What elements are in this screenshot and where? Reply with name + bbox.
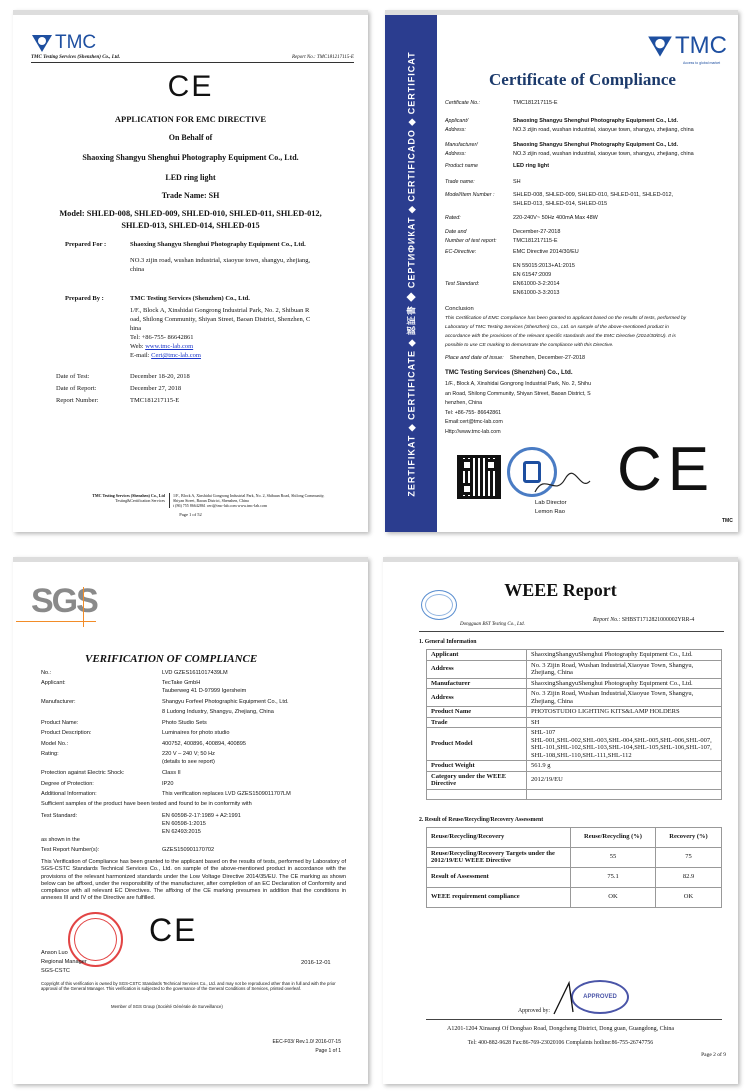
- field-value: LED ring light: [513, 163, 550, 169]
- table-row: [427, 867, 722, 887]
- date-label: Date of Report:: [56, 385, 97, 392]
- signer-title: Lab Director: [535, 500, 567, 506]
- prepared-by-address: 1/F., Block A, Xinshidai Gongrong Industrial Park, No. 2, Shibuan R: [130, 307, 310, 314]
- row-label: WEEE requirement compliance: [427, 887, 571, 907]
- conclusion-line: possible to use CE marking to demonstrate the compliance with this Directive.: [445, 343, 614, 348]
- prepared-by-address: oad, Shilong Community, Shiyan Street, Baoan District, Shenzhen, C: [130, 316, 311, 323]
- tel: Tel: +86-755- 86642861: [130, 334, 194, 341]
- field-value: December-27-2018: [513, 229, 561, 235]
- ce-mark: CE: [167, 70, 214, 103]
- email-row: [130, 352, 201, 359]
- model-line-1: Model: SHLED-008, SHLED-009, SHLED-010, SHLED-011, SHLED-012,: [59, 209, 322, 218]
- ce-mark: CE: [617, 435, 716, 504]
- field-label: Address:: [445, 151, 466, 157]
- approved-by-label: Approved by:: [518, 1008, 551, 1014]
- field-label: Test Standard:: [445, 281, 480, 287]
- signer-line: Anson Luo: [41, 950, 68, 956]
- verification-title: VERIFICATION OF COMPLIANCE: [85, 653, 258, 665]
- field-value: Shaoxing Shangyu Shenghui Photography Equipment Co., Ltd.: [513, 118, 678, 124]
- form-id: EEC-F03/ Rev.1.0/ 2016-07-15: [272, 1039, 341, 1045]
- prepared-for-label: Prepared For :: [65, 241, 107, 248]
- page-number: Page 1 of 1: [315, 1048, 341, 1054]
- field-label: Manufacturer:: [41, 699, 76, 705]
- band-text: ZERTIFIKAT ◆ CERTIFICATE ◆ 認証書 ◆ СЕРТИФИКАТ ◆ CERTIFICADO ◆ CERTIFICAT: [406, 50, 417, 497]
- field-value: SHLED-008, SHLED-009, SHLED-010, SHLED-011, SHLED-012,: [513, 192, 674, 198]
- prepared-for-address: china: [130, 266, 145, 273]
- footer-address: 1/F., Block A, Xinshidai Gongrong Industrial Park, No. 2, Shibuan Road, Shilong Community,: [173, 493, 325, 498]
- value-line: No. 3 Zijin Road, Wushan Industrial,Xiaoyue Town, Shangyu,: [531, 661, 694, 669]
- field-value: GZES150901170702: [162, 847, 215, 853]
- field-value: LVD GZES1611017439LM: [162, 670, 228, 676]
- column-header: Recovery (%): [656, 827, 722, 847]
- prepared-for-address: NO.3 zijin road, wushan industrial, xiaoyue town, shangyu, zhejiang,: [130, 257, 311, 264]
- footer-left: [57, 493, 165, 503]
- table-row: [427, 707, 722, 718]
- place-date-row: [445, 355, 585, 361]
- prepared-by-label: Prepared By :: [65, 295, 104, 302]
- table-row: [427, 650, 722, 661]
- field-label: Model No.:: [41, 741, 69, 747]
- row-label: Category under the WEEE Directive: [427, 771, 527, 789]
- value-line: PHOTOSTUDIO LIGHTING KITS&LAMP HOLDERS: [531, 708, 680, 715]
- signature: [525, 467, 595, 497]
- field-label: Number of test report:: [445, 238, 497, 244]
- row-value: [527, 717, 722, 728]
- verification-paragraph: This Verification of Compliance has been granted to the applicant based on the results of tests, performed by Laboratory of SGS-CSTC Standards Technical Services Co., Ltd. on sample of the above-mentioned product in accordance with the provisions of the relevant harmonized standards under the Low Voltage Directive 2014/35/EU. The CE marking as shown below can be affixed, under the responsibility of the manufacturer, after completion of an EC Declaration of Conformity and compliance with all relevant EC Directives. The affixing of the CE marking presumes in addition that the conditions in annexes III and IV of the Directive are fulfilled.: [41, 859, 346, 902]
- footer-rule: [426, 1019, 722, 1020]
- value-line: SHL-001,SHL-002,SHL-003,SHL-004,SHL-005,SHL-006,SHL-007,: [531, 736, 712, 744]
- sgs-logo: SGS: [31, 582, 97, 620]
- shield-icon: [31, 33, 53, 53]
- value-line: SHL-108,SHL-110,SHL-111,SHL-112: [531, 751, 632, 759]
- web-row: [130, 343, 193, 350]
- field-value: (details to see report): [162, 759, 215, 765]
- table-header-row: [427, 827, 722, 847]
- field-value: Shangyu Forfeel Photographic Equipment Co., Ltd.: [162, 699, 289, 705]
- date-value: December 18-20, 2018: [130, 373, 190, 380]
- report-no-value: SHBST1712821000002YRR-4: [621, 617, 695, 623]
- row-label: Product Weight: [427, 761, 527, 772]
- row-label: Result of Assessment: [427, 867, 571, 887]
- date-label: Date of Test:: [56, 373, 90, 380]
- field-value: TMC181217115-E: [513, 238, 558, 244]
- cell-value: 55: [571, 847, 656, 867]
- prepared-by-address: hina: [130, 325, 142, 332]
- field-value: IP20: [162, 781, 174, 787]
- row-value: [527, 707, 722, 718]
- table-row: [427, 728, 722, 761]
- row-value: [527, 761, 722, 772]
- field-label: Test Report Number(s):: [41, 847, 100, 853]
- footer-address: Shiyan Street, Baoan District, Shenzhen, China: [173, 498, 249, 503]
- report-no-header: Report No.: TMC181217115-E: [292, 55, 354, 60]
- product-name: LED ring light: [165, 173, 216, 182]
- issuer-line: Tel: +86-755- 86642861: [445, 409, 502, 416]
- table-row: [427, 660, 722, 678]
- field-value: Luminaires for photo studio: [162, 730, 230, 736]
- field-value: Class II: [162, 770, 181, 776]
- issuer-line: 1/F., Block A, Xinshidai Gongrong Industrial Park, No. 2, Shihu: [445, 381, 592, 387]
- issuer-line: henzhen, China: [445, 400, 483, 406]
- field-value: Tauberweg 41 D-97999 Igersheim: [162, 688, 247, 694]
- company-header: TMC Testing Services (Shenzhen) Co., Ltd.: [31, 55, 120, 60]
- row-label: Address: [427, 689, 527, 707]
- place-value: Shenzhen, December-27-2018: [509, 355, 586, 361]
- table-row: [427, 887, 722, 907]
- signer-name: Lemon Rao: [535, 509, 565, 515]
- date-label: Report Number:: [56, 397, 99, 404]
- field-label: Product name: [445, 163, 478, 169]
- row-label: Trade: [427, 717, 527, 728]
- issue-date: 2016-12-01: [301, 960, 331, 966]
- certificate-side-band: [385, 15, 437, 532]
- value-line: SHL-101,SHL-102,SHL-103,SHL-104,SHL-105,SHL-106,SHL-107,: [531, 744, 712, 751]
- shield-icon: [647, 34, 673, 58]
- field-value: Photo Studio Sets: [162, 720, 207, 726]
- column-header: Reuse/Recycling (%): [571, 827, 656, 847]
- field-value: SH: [513, 179, 521, 185]
- assessment-table: [426, 827, 722, 908]
- field-value: EMC Directive 2014/30/EU: [513, 249, 579, 255]
- table-row: [427, 689, 722, 707]
- row-label: [427, 789, 527, 799]
- issuer-line: an Road, Shilong Community, Shiyan Street, Baoan District, S: [445, 390, 591, 397]
- field-value: EN61000-3-2:2014: [513, 281, 560, 287]
- section-assessment: 2. Result of Reuse/Recycling/Recovery Assessment: [419, 816, 544, 823]
- field-label: Rated:: [445, 215, 461, 221]
- email-label: E-mail:: [130, 352, 150, 359]
- value-line: 2012/19/EU: [531, 776, 563, 784]
- table-row: [427, 789, 722, 799]
- logo-tagline: Access to global market: [683, 61, 721, 65]
- field-label: Trade name:: [445, 179, 475, 185]
- field-label: Applicant:: [41, 680, 66, 686]
- cell-value: 75: [656, 847, 722, 867]
- value-line: ShaoxingShangyuShenghui Photography Equipment Co., Ltd.: [531, 651, 693, 658]
- footer-contact: t (86) 755 86642861 cert@tmc-lab.com www.tmc-lab.com: [173, 503, 268, 508]
- issuer-name: TMC Testing Services (Shenzhen) Co., Ltd.: [445, 369, 573, 376]
- document-title: APPLICATION FOR EMC DIRECTIVE: [114, 114, 267, 124]
- date-value: December 27, 2018: [130, 385, 182, 392]
- field-label: Applicant/: [445, 118, 469, 124]
- footer-services: Testing&Certification Services: [115, 498, 165, 503]
- prepared-by-name: TMC Testing Services (Shenzhen) Co., Ltd.: [130, 295, 250, 302]
- field-value: SHLED-013, SHLED-014, SHLED-015: [513, 201, 608, 207]
- report-title: WEEE Report: [504, 580, 617, 600]
- issuer-line: Http://www.tmc-lab.com: [445, 428, 501, 435]
- footer-right: [169, 493, 324, 508]
- row-value: [527, 789, 722, 799]
- field-value: 220 V – 240 V; 50 Hz: [162, 751, 215, 757]
- page-number: Page 1 of 52: [179, 512, 202, 517]
- email-link[interactable]: Cert@tmc-lab.com: [151, 352, 201, 359]
- field-label: EC-Directive:: [445, 249, 477, 255]
- emc-report-page: [13, 10, 368, 532]
- trade-name: Trade Name: SH: [161, 191, 220, 200]
- field-value: TMC181217115-E: [513, 100, 558, 106]
- tmc-logo: [31, 33, 96, 53]
- date-value: TMC181217115-E: [130, 397, 180, 404]
- ce-mark: CE: [149, 912, 198, 948]
- field-value: Shaoxing Shangyu Shenghui Photography Equipment Co., Ltd.: [513, 142, 678, 148]
- conclusion-title: Conclusion: [445, 306, 474, 312]
- footer-contact: Tel: 400-882-9628 Fax:86-769-23020106 Complaints hotline:86-755-26747756: [467, 1040, 654, 1046]
- signer-line: SGS-CSTC: [41, 968, 70, 974]
- issuer-line: Email:cert@tmc-lab.com: [445, 419, 503, 425]
- field-label: Degree of Protection:: [41, 781, 94, 787]
- field-label: Date and: [445, 229, 467, 235]
- tmc-logo: [647, 33, 727, 59]
- field-value: 220-240V~ 50Hz 400mA Max 48W: [513, 215, 598, 221]
- on-behalf-label: On Behalf of: [168, 133, 213, 142]
- table-row: [427, 678, 722, 689]
- sgs-logo-vline: [83, 587, 84, 627]
- copyright-notice: Copyright of this verification is owned by SGS-CSTC Standards Technical Services Co., Ltd. and may not be reproduced other than in full and with the prior approval of the General Manager. This verification is subjected to the governance of the General Conditions of Services, printed overleaf.: [41, 981, 336, 992]
- qr-code[interactable]: [457, 455, 501, 499]
- field-value: EN 62493:2015: [162, 829, 201, 835]
- footer-address: A1201-1204 Xinsanqi Of Dongbao Road, Dongcheng District, Dong guan, Guangdong, China: [447, 1026, 674, 1032]
- row-value: [527, 678, 722, 689]
- field-label: Additional Information:: [41, 791, 97, 797]
- row-label: Product Name: [427, 707, 527, 718]
- row-value: [527, 650, 722, 661]
- corner-logo: TMC: [722, 518, 733, 524]
- bst-seal: [421, 590, 457, 620]
- row-value: [527, 689, 722, 707]
- place-label: Place and date of issue:: [445, 355, 504, 361]
- field-value: EN 55015:2013+A1:2015: [513, 263, 575, 269]
- field-label: Product Name:: [41, 720, 79, 726]
- row-value: [527, 660, 722, 678]
- value-line: Zhejiang, China: [531, 669, 573, 676]
- web-label: Web:: [130, 343, 144, 350]
- field-value: 8 Ludong Industry, Shangyu, Zhejiang, China: [162, 709, 274, 715]
- web-link[interactable]: www.tmc-lab.com: [145, 343, 194, 350]
- field-label: Manufacturer/: [445, 142, 478, 148]
- report-number: [593, 617, 694, 623]
- cell-value: OK: [571, 887, 656, 907]
- row-value: [527, 771, 722, 789]
- field-label: Sufficient samples of the product have been tested and found to be in conformity with: [41, 801, 252, 807]
- signature: [551, 978, 591, 1018]
- field-value: This verification replaces LVD GZES1509011707LM: [162, 791, 291, 797]
- field-label: Product Description:: [41, 730, 92, 736]
- sgs-verification-page: [13, 557, 368, 1084]
- page-number: Page 2 of 9: [701, 1052, 726, 1058]
- row-label: Manufacturer: [427, 678, 527, 689]
- section-general-info: 1. General Information: [419, 639, 477, 645]
- logo-text: TMC: [55, 32, 97, 53]
- signer-line: Regional Manager: [41, 959, 87, 965]
- row-label: Address: [427, 660, 527, 678]
- general-info-table: [426, 649, 722, 800]
- field-label: Address:: [445, 127, 466, 133]
- table-row: [427, 771, 722, 789]
- cell-value: 82.9: [656, 867, 722, 887]
- table-row: [427, 717, 722, 728]
- field-label: Rating:: [41, 751, 59, 757]
- field-label: Certificate No.:: [445, 100, 481, 106]
- conclusion-line: Laboratory of TMC Testing Services (Shenzhen) Co., Ltd. on sample of the above-mentioned product in: [445, 325, 669, 330]
- field-value: 400752, 400896, 400894, 400895: [162, 741, 246, 747]
- logo-text: TMC: [675, 32, 727, 59]
- lab-name: Dongguan BST Testing Co., Ltd.: [460, 622, 525, 627]
- value-line: ShaoxingShangyuShenghui Photography Equipment Co., Ltd.: [531, 679, 693, 687]
- field-value: TecTake GmbH: [162, 680, 201, 686]
- report-no-label: Report No.:: [593, 617, 621, 623]
- field-label: as shown in the: [41, 837, 80, 843]
- field-value: EN61000-3-3:2013: [513, 290, 560, 296]
- row-label: Product Model: [427, 728, 527, 761]
- value-line: 561.9 g: [531, 762, 551, 769]
- field-value: NO.3 zijin road, wushan industrial, xiaoyue town, shangyu, zhejiang, china: [513, 127, 694, 133]
- cell-value: OK: [656, 887, 722, 907]
- certificate-title: Certificate of Compliance: [489, 70, 676, 89]
- field-value: EN 60598-1:2015: [162, 821, 206, 827]
- table-row: [427, 761, 722, 772]
- field-value: NO.3 zijin road, wushan industrial, xiaoyue town, shangyu, zhejiang, china: [513, 151, 694, 157]
- cell-value: 75.1: [571, 867, 656, 887]
- applicant-name: Shaoxing Shangyu Shenghui Photography Equipment Co., Ltd.: [82, 153, 299, 162]
- field-label: Protection against Electric Shock:: [41, 770, 125, 776]
- row-label: Applicant: [427, 650, 527, 661]
- prepared-for-name: Shaoxing Shangyu Shenghui Photography Equipment Co., Ltd.: [130, 241, 306, 248]
- member-note: Member of SGS Group (Société Générale de Surveillance): [111, 1004, 223, 1009]
- value-line: No. 3 Zijin Road, Wushan Industrial,Xiaoyue Town, Shangyu,: [531, 690, 694, 697]
- stamp-text: APPROVED: [583, 994, 617, 1000]
- footer-company: TMC Testing Services (Shenzhen) Co., Ltd: [92, 493, 165, 498]
- field-label: Model/Item Number :: [445, 192, 495, 198]
- field-value: EN 60598-2-17:1989 + A2:1991: [162, 813, 241, 819]
- row-label: Reuse/Recycling/Recovery Targets under the 2012/19/EU WEEE Directive: [427, 847, 571, 867]
- value-line: Zhejiang, China: [531, 697, 573, 705]
- field-label: No.:: [41, 670, 52, 676]
- conclusion-line: accordance with the provisions of the relevant specific standards and the EMC Directive (2014/30/EU). It is: [445, 334, 676, 339]
- value-line: SHL-107: [531, 729, 556, 736]
- table-row: [427, 847, 722, 867]
- field-value: EN 61547:2009: [513, 272, 552, 278]
- weee-report-page: [383, 557, 738, 1084]
- report-body: [419, 638, 724, 908]
- conclusion-line: This Certification of EMC Compliance has been granted to applicant based on the results of tests, performed by: [445, 316, 687, 321]
- row-value: [527, 728, 722, 761]
- field-label: Test Standard:: [41, 813, 78, 819]
- value-line: SH: [531, 718, 540, 726]
- tmc-certificate-page: [385, 10, 738, 532]
- sgs-logo-hline: [16, 621, 96, 622]
- header-rule: [419, 631, 724, 632]
- column-header: Reuse/Recycling/Recovery: [427, 827, 571, 847]
- model-line-2: SHLED-013, SHLED-014, SHLED-015: [121, 221, 260, 230]
- header-rule: [31, 62, 354, 63]
